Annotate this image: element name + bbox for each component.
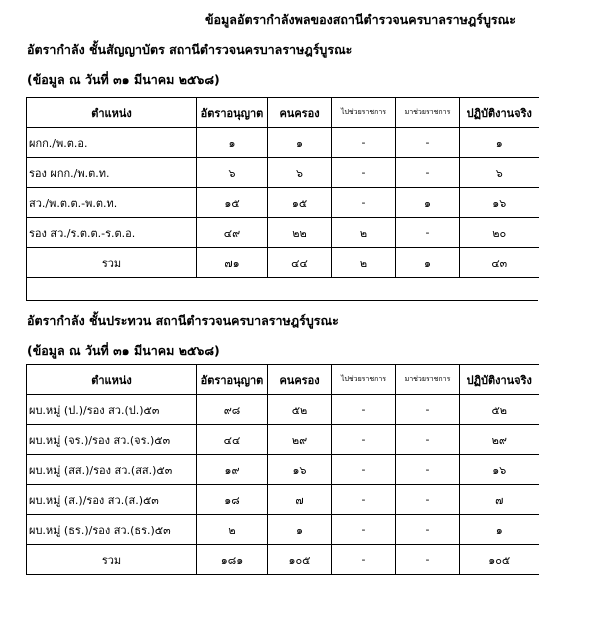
table-row bbox=[27, 515, 539, 545]
cell-seconded-in: - bbox=[396, 455, 460, 485]
cell-position: รอง ผกก./พ.ต.ท. bbox=[27, 158, 197, 188]
table-row bbox=[27, 425, 539, 455]
header-authorized: อัตราอนุญาต bbox=[197, 98, 268, 128]
header-occupied: คนครอง bbox=[268, 98, 332, 128]
cell-occupied: ๑๖ bbox=[268, 455, 332, 485]
table-row bbox=[27, 485, 539, 515]
cell-occupied: ๑ bbox=[268, 515, 332, 545]
table-row bbox=[27, 218, 539, 248]
cell-seconded-out: - bbox=[332, 128, 396, 158]
cell-position: ผกก./พ.ต.อ. bbox=[27, 128, 197, 158]
table-header-row bbox=[27, 98, 539, 128]
cell-seconded-out: - bbox=[332, 395, 396, 425]
cell-occupied: ๔๔ bbox=[268, 248, 332, 278]
cell-actual: ๕๒ bbox=[460, 395, 539, 425]
cell-authorized: ๑ bbox=[197, 128, 268, 158]
table-row bbox=[27, 395, 539, 425]
header-occupied: คนครอง bbox=[268, 365, 332, 395]
cell-seconded-in: - bbox=[396, 158, 460, 188]
cell-authorized: ๔๙ bbox=[197, 218, 268, 248]
cell-authorized: ๒ bbox=[197, 515, 268, 545]
cell-seconded-out: ๒ bbox=[332, 218, 396, 248]
cell-position: ผบ.หมู่ (สส.)/รอง สว.(สส.)๕๓ bbox=[27, 455, 197, 485]
header-position: ตำแหน่ง bbox=[27, 365, 197, 395]
table-row bbox=[27, 188, 539, 218]
cell-seconded-in: - bbox=[396, 515, 460, 545]
cell-total-label: รวม bbox=[27, 545, 197, 575]
cell-seconded-in: - bbox=[396, 485, 460, 515]
cell-authorized: ๖ bbox=[197, 158, 268, 188]
cell-position: สว./พ.ต.ต.-พ.ต.ท. bbox=[27, 188, 197, 218]
section1-date: (ข้อมูล ณ วันที่ ๓๑ มีนาคม ๒๕๖๘) bbox=[27, 72, 220, 87]
cell-position: ผบ.หมู่ (ป.)/รอง สว.(ป.)๕๓ bbox=[27, 395, 197, 425]
cell-actual: ๑ bbox=[460, 515, 539, 545]
section1-title: อัตรากำลัง ชั้นสัญญาบัตร สถานีตำรวจนครบาลราษฎร์บูรณะ bbox=[27, 42, 353, 57]
cell-occupied: ๑๕ bbox=[268, 188, 332, 218]
cell-seconded-out: - bbox=[332, 515, 396, 545]
cell-occupied: ๑ bbox=[268, 128, 332, 158]
cell-seconded-out: - bbox=[332, 188, 396, 218]
header-seconded-out: ไปช่วยราชการ bbox=[332, 365, 396, 395]
cell-seconded-out: - bbox=[332, 158, 396, 188]
cell-actual: ๖ bbox=[460, 158, 539, 188]
header-actual: ปฏิบัติงานจริง bbox=[460, 365, 539, 395]
cell-position: รอง สว./ร.ต.ต.-ร.ต.อ. bbox=[27, 218, 197, 248]
cell-actual: ๑๖ bbox=[460, 188, 539, 218]
table-row bbox=[27, 128, 539, 158]
cell-authorized: ๑๕ bbox=[197, 188, 268, 218]
document-title: ข้อมูลอัตรากำลังพลของสถานีตำรวจนครบาลราษฎร์บูรณะ bbox=[205, 12, 516, 27]
table-row bbox=[27, 158, 539, 188]
cell-actual: ๗ bbox=[460, 485, 539, 515]
table-row bbox=[27, 455, 539, 485]
header-position: ตำแหน่ง bbox=[27, 98, 197, 128]
header-seconded-in: มาช่วยราชการ bbox=[396, 98, 460, 128]
cell-occupied: ๕๒ bbox=[268, 395, 332, 425]
cell-seconded-out: - bbox=[332, 425, 396, 455]
cell-seconded-out: - bbox=[332, 455, 396, 485]
cell-authorized: ๗๑ bbox=[197, 248, 268, 278]
cell-seconded-in: - bbox=[396, 128, 460, 158]
cell-authorized: ๔๔ bbox=[197, 425, 268, 455]
non-commissioned-officers-table bbox=[26, 364, 539, 575]
cell-total-label: รวม bbox=[27, 248, 197, 278]
cell-occupied: ๒๒ bbox=[268, 218, 332, 248]
table-total-row bbox=[27, 545, 539, 575]
cell-seconded-in: ๑ bbox=[396, 248, 460, 278]
section2-title: อัตรากำลัง ชั้นประทวน สถานีตำรวจนครบาลราษฎร์บูรณะ bbox=[27, 313, 339, 328]
cell-authorized: ๑๙ bbox=[197, 455, 268, 485]
header-seconded-in: มาช่วยราชการ bbox=[396, 365, 460, 395]
cell-authorized: ๙๘ bbox=[197, 395, 268, 425]
cell-seconded-out: ๒ bbox=[332, 248, 396, 278]
blank-row bbox=[26, 272, 538, 301]
cell-seconded-out: - bbox=[332, 545, 396, 575]
cell-position: ผบ.หมู่ (ส.)/รอง สว.(ส.)๕๓ bbox=[27, 485, 197, 515]
cell-actual: ๒๙ bbox=[460, 425, 539, 455]
cell-actual: ๑๖ bbox=[460, 455, 539, 485]
cell-position: ผบ.หมู่ (ธร.)/รอง สว.(ธร.)๕๓ bbox=[27, 515, 197, 545]
cell-authorized: ๑๘๑ bbox=[197, 545, 268, 575]
cell-seconded-in: - bbox=[396, 395, 460, 425]
cell-authorized: ๑๘ bbox=[197, 485, 268, 515]
cell-seconded-in: ๑ bbox=[396, 188, 460, 218]
cell-occupied: ๑๐๕ bbox=[268, 545, 332, 575]
commissioned-officers-table bbox=[26, 97, 539, 278]
section2-date: (ข้อมูล ณ วันที่ ๓๑ มีนาคม ๒๕๖๘) bbox=[27, 343, 220, 358]
cell-seconded-in: - bbox=[396, 218, 460, 248]
cell-actual: ๒๐ bbox=[460, 218, 539, 248]
cell-actual: ๑๐๕ bbox=[460, 545, 539, 575]
table-header-row bbox=[27, 365, 539, 395]
cell-seconded-out: - bbox=[332, 485, 396, 515]
cell-occupied: ๖ bbox=[268, 158, 332, 188]
cell-occupied: ๗ bbox=[268, 485, 332, 515]
header-actual: ปฏิบัติงานจริง bbox=[460, 98, 539, 128]
header-seconded-out: ไปช่วยราชการ bbox=[332, 98, 396, 128]
header-authorized: อัตราอนุญาต bbox=[197, 365, 268, 395]
cell-seconded-in: - bbox=[396, 425, 460, 455]
cell-occupied: ๒๙ bbox=[268, 425, 332, 455]
cell-actual: ๑ bbox=[460, 128, 539, 158]
cell-actual: ๔๓ bbox=[460, 248, 539, 278]
cell-seconded-in: - bbox=[396, 545, 460, 575]
cell-position: ผบ.หมู่ (จร.)/รอง สว.(จร.)๕๓ bbox=[27, 425, 197, 455]
